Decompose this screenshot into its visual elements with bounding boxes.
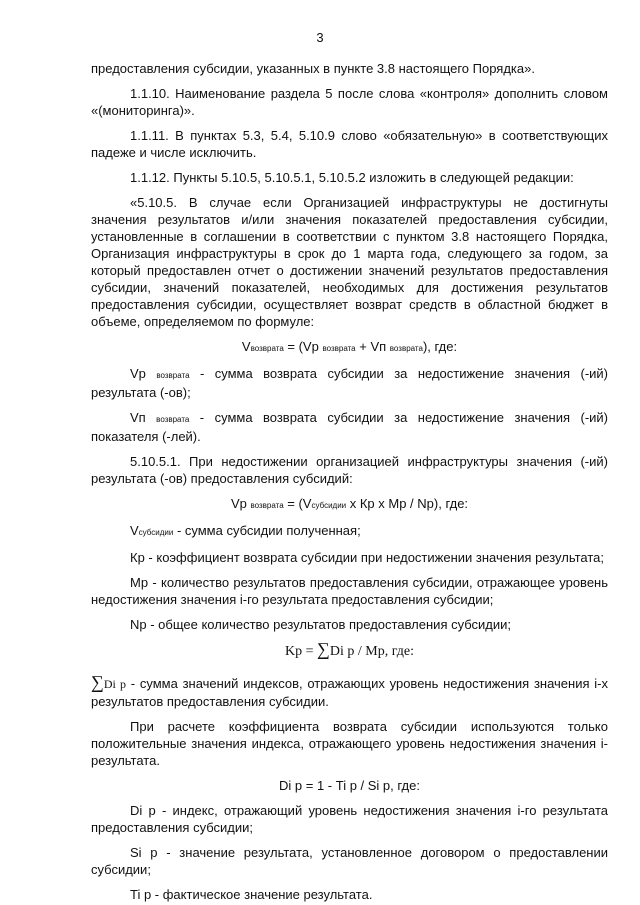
definition-mr: Мр - количество результатов предоставления субсидии, отражающее уровень недостижения значения i-го результата предоставления субсидии; — [91, 575, 608, 607]
definition-kr: Кр - коэффициент возврата субсидии при недостижении значения результата; — [130, 550, 605, 565]
formula-kp: Kp = ∑Di p / Mp, где: — [285, 639, 414, 659]
paragraph-continuation: предоставления субсидии, указанных в пункте 3.8 настоящего Порядка». — [91, 61, 535, 76]
document-body — [91, 60, 608, 903]
formula-v-return: Vвозврата = (Vр возврата + Vп возврата), где: — [241, 339, 458, 354]
definition-nr: Nр - общее количество результатов предоставления субсидии; — [130, 617, 512, 632]
page-number: 3 — [316, 30, 324, 45]
formula-di: Di р = 1 - Ti р / Si р, где: — [279, 778, 420, 793]
definition-di: Di р - индекс, отражающий уровень недостижения значения i-го результата предоставления субсидии; — [91, 803, 608, 835]
paragraph-5-10-5: «5.10.5. В случае если Организацией инфраструктуры не достигнуты значения результатов и/или значения показателей предоставления субсидии, установленные в соглашении в соответствии с пунктом 3.8 настоящего Порядка, Организация инфраструктуры в срок до 1 марта года, следующего за годом, за который предоставлен отчет о достижении значений результатов предоставления субсидии, значений показателей, необходимых для достижения результатов предоставления субсидии, осуществляет возврат средств в областной бюджет в объеме, определяемом по формуле: — [91, 195, 608, 329]
definition-vp-return: Vп возврата - сумма возврата субсидии за недостижение значения (-ий) показателя (-лей). — [91, 410, 608, 444]
paragraph-1-1-10: 1.1.10. Наименование раздела 5 после слова «контроля» дополнить словом «(мониторинга)». — [91, 86, 608, 118]
paragraph-1-1-12: 1.1.12. Пункты 5.10.5, 5.10.5.1, 5.10.5.2 изложить в следующей редакции: — [130, 170, 574, 185]
paragraph-5-10-5-1: 5.10.5.1. При недостижении организацией инфраструктуры значения (-ий) результата (-ов) предоставления субсидий: — [91, 454, 608, 486]
definition-vr-return: Vр возврата - сумма возврата субсидии за недостижение значения (-ий) результата (-ов); — [91, 366, 609, 400]
paragraph-coefficient-note: При расчете коэффициента возврата субсидии используются только положительные значения индекса, отражающего уровень недостижения значения i-результата. — [91, 719, 608, 768]
definition-si: Si р - значение результата, установленное договором о предоставлении субсидии; — [91, 845, 608, 877]
definition-sum-di: ∑Di p - сумма значений индексов, отражающих уровень недостижения значения i-х результатов предоставления субсидии. — [91, 672, 608, 709]
paragraph-1-1-11: 1.1.11. В пунктах 5.3, 5.4, 5.10.9 слово «обязательную» в соответствующих падеже и числе исключить. — [91, 128, 608, 160]
formula-vr-return: Vр возврата = (Vсубсидии х Кр х Мр / Nр), где: — [230, 496, 469, 511]
definition-v-subsidy: Vсубсидии - сумма субсидии полученная; — [130, 523, 361, 538]
definition-ti: Ti р - фактическое значение результата. — [130, 887, 373, 902]
